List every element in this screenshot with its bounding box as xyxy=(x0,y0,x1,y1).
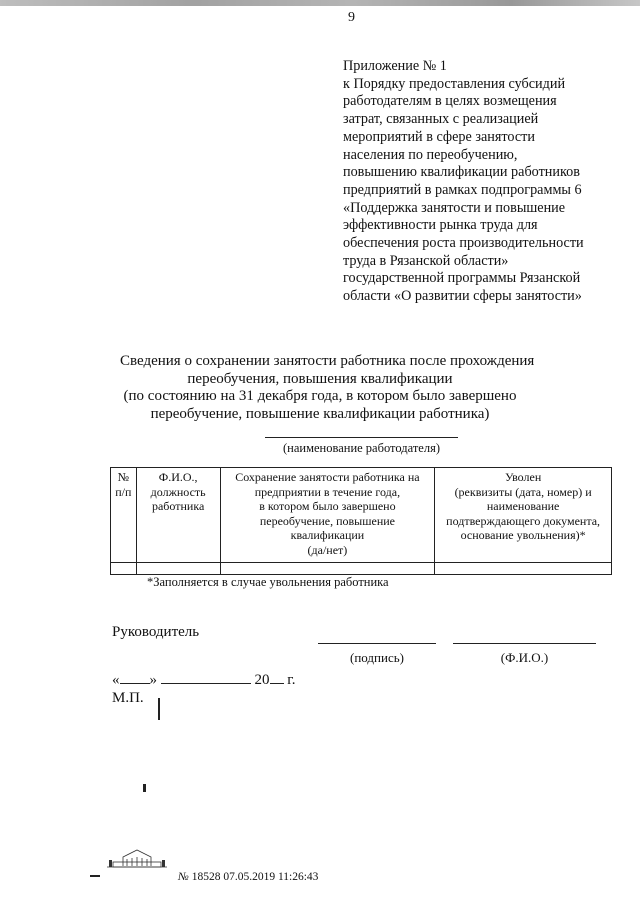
table-cell[interactable] xyxy=(435,563,612,575)
close-quote: » xyxy=(149,672,157,688)
header-line: квалификации xyxy=(290,528,365,542)
registry-stamp-icon xyxy=(103,846,171,870)
year-prefix: 20 xyxy=(254,672,270,688)
title-line: (по состоянию на 31 декабря года, в котором было завершено xyxy=(123,388,517,404)
appendix-line: населения по переобучению, xyxy=(343,146,518,163)
registration-number: 18528 xyxy=(191,871,221,883)
appendix-line: предприятий в рамках подпрограммы 6 xyxy=(343,181,582,198)
header-line: № xyxy=(117,470,130,484)
employment-table xyxy=(110,467,612,575)
header-line: переобучение, повышение xyxy=(259,513,395,528)
pen-mark xyxy=(143,784,146,792)
header-line: работника xyxy=(151,499,205,513)
year-field[interactable] xyxy=(270,671,284,684)
day-field[interactable] xyxy=(120,671,150,684)
header-line: (да/нет) xyxy=(307,542,348,557)
table-cell[interactable] xyxy=(111,563,137,575)
header-line: п/п xyxy=(115,484,132,499)
registration-stamp xyxy=(178,871,318,883)
header-line: (реквизиты (дата, номер) и xyxy=(454,484,592,499)
signature-field[interactable] xyxy=(318,643,436,644)
table-header-row xyxy=(111,468,612,563)
registration-prefix-icon: № xyxy=(178,871,189,883)
header-line: Сохранение занятости работника на xyxy=(235,470,420,484)
header-line: наименование xyxy=(486,499,560,513)
signature-caption: (подпись) xyxy=(350,650,404,665)
appendix-line: государственной программы Рязанской xyxy=(343,270,581,287)
table-cell[interactable] xyxy=(136,563,220,575)
employer-caption: (наименование работодателя) xyxy=(282,441,440,455)
page-number: 9 xyxy=(348,10,355,25)
header-line: подтверждающего документа, xyxy=(446,513,601,528)
header-name-position xyxy=(136,468,220,563)
seal-label: М.П. xyxy=(112,690,144,706)
table-row xyxy=(111,563,612,575)
header-number xyxy=(111,468,137,563)
open-quote: « xyxy=(112,672,120,688)
appendix-line: работодателям в целях возмещения xyxy=(343,93,557,110)
registration-datetime: 07.05.2019 11:26:43 xyxy=(223,871,319,883)
appendix-line: области «О развитии сферы занятости» xyxy=(343,288,582,305)
table-cell[interactable] xyxy=(220,563,435,575)
title-line: переобучение, повышение квалификации работника) xyxy=(150,405,490,422)
appendix-line: обеспечения роста производительности xyxy=(343,235,584,252)
header-dismissed xyxy=(435,468,612,563)
header-line: в котором было завершено xyxy=(259,499,396,513)
appendix-line: мероприятий в сфере занятости xyxy=(343,128,535,145)
head-label: Руководитель xyxy=(112,624,200,640)
date-line xyxy=(112,671,295,689)
appendix-line: «Поддержка занятости и повышение xyxy=(343,199,566,216)
footnote: *Заполняется в случае увольнения работника xyxy=(147,575,389,589)
pen-mark xyxy=(90,875,100,877)
name-field[interactable] xyxy=(453,643,596,644)
header-line: Уволен xyxy=(504,470,542,484)
header-line: должность xyxy=(150,484,206,499)
year-suffix: г. xyxy=(287,672,296,688)
header-employment-retained xyxy=(220,468,435,563)
appendix-line: Приложение № 1 xyxy=(343,58,447,74)
document-title xyxy=(120,353,535,423)
title-line: Сведения о сохранении занятости работника после прохождения xyxy=(120,353,535,369)
scan-top-edge xyxy=(0,0,640,6)
employer-name-field[interactable] xyxy=(265,437,458,438)
name-caption: (Ф.И.О.) xyxy=(500,650,549,665)
appendix-header xyxy=(343,58,623,306)
appendix-line: эффективности рынка труда для xyxy=(343,217,538,234)
title-line: переобучения, повышения квалификации xyxy=(187,370,453,387)
appendix-line: к Порядку предоставления субсидий xyxy=(343,75,566,92)
header-line: основание увольнения)* xyxy=(460,528,586,542)
header-line: предприятии в течение года, xyxy=(254,484,401,499)
pen-mark xyxy=(158,698,160,720)
appendix-line: затрат, связанных с реализацией xyxy=(343,111,539,128)
month-field[interactable] xyxy=(161,671,251,684)
header-line: Ф.И.О., xyxy=(158,470,198,484)
appendix-line: повышению квалификации работников xyxy=(343,164,580,181)
appendix-line: труда в Рязанской области» xyxy=(343,252,509,269)
